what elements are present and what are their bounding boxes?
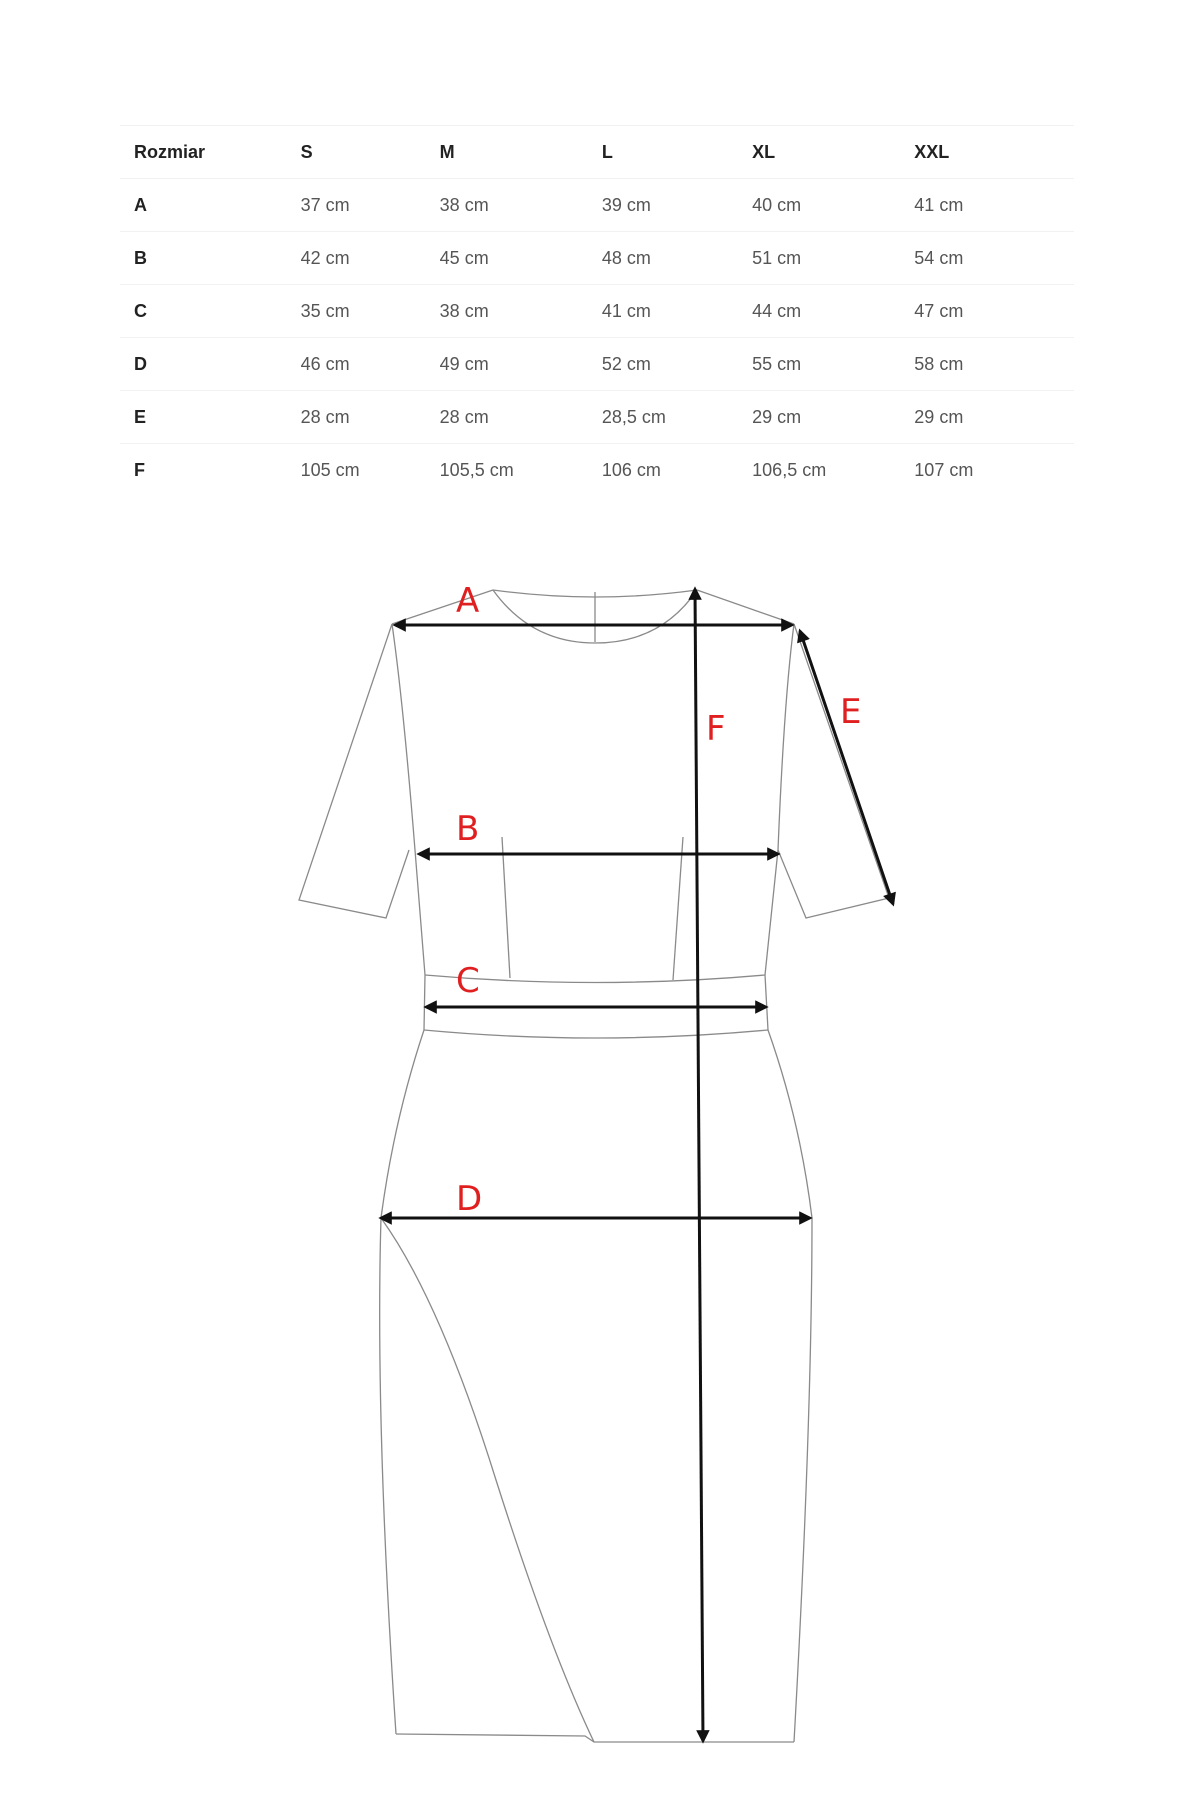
label-a: A — [456, 581, 480, 621]
table-cell: 48 cm — [588, 232, 738, 285]
table-cell: 37 cm — [287, 179, 426, 232]
right-dart — [673, 837, 683, 980]
row-label: C — [120, 285, 287, 338]
table-cell: 46 cm — [287, 338, 426, 391]
left-dart — [502, 837, 510, 978]
table-cell: 105 cm — [287, 444, 426, 497]
measure-f-arrow — [695, 589, 703, 1741]
table-cell: 42 cm — [287, 232, 426, 285]
header-size-m: M — [426, 126, 588, 179]
table-cell: 105,5 cm — [426, 444, 588, 497]
right-sleeve — [778, 624, 889, 918]
measurement-lines — [381, 589, 893, 1741]
left-bodice-side — [392, 624, 425, 975]
table-cell: 29 cm — [900, 391, 1074, 444]
waistband-bottom — [424, 1030, 768, 1038]
table-cell: 58 cm — [900, 338, 1074, 391]
table-cell: 28 cm — [287, 391, 426, 444]
label-d: D — [456, 1179, 483, 1219]
table-cell: 41 cm — [588, 285, 738, 338]
table-cell: 47 cm — [900, 285, 1074, 338]
header-size-s: S — [287, 126, 426, 179]
header-rozmiar: Rozmiar — [120, 126, 287, 179]
skirt-right-side — [768, 1030, 812, 1742]
table-cell: 54 cm — [900, 232, 1074, 285]
table-cell: 39 cm — [588, 179, 738, 232]
header-size-xl: XL — [738, 126, 900, 179]
table-cell: 106 cm — [588, 444, 738, 497]
table-cell: 29 cm — [738, 391, 900, 444]
table-cell: 107 cm — [900, 444, 1074, 497]
waistband-left — [424, 975, 425, 1030]
right-shoulder — [697, 590, 794, 624]
left-sleeve — [299, 624, 409, 918]
table-cell: 44 cm — [738, 285, 900, 338]
right-bodice-side — [765, 624, 794, 975]
row-label: F — [120, 444, 287, 497]
waistband-right — [765, 975, 768, 1030]
table-cell: 49 cm — [426, 338, 588, 391]
header-size-l: L — [588, 126, 738, 179]
table-cell: 52 cm — [588, 338, 738, 391]
label-c: C — [456, 961, 480, 1001]
header-size-xxl: XXL — [900, 126, 1074, 179]
label-b: B — [456, 809, 480, 849]
table-cell: 38 cm — [426, 285, 588, 338]
measure-e-arrow — [800, 631, 893, 904]
label-f: F — [706, 709, 726, 749]
row-label: D — [120, 338, 287, 391]
measurement-labels — [456, 581, 861, 1219]
row-label: A — [120, 179, 287, 232]
table-cell: 28 cm — [426, 391, 588, 444]
table-cell: 28,5 cm — [588, 391, 738, 444]
row-label: E — [120, 391, 287, 444]
table-cell: 40 cm — [738, 179, 900, 232]
row-label: B — [120, 232, 287, 285]
table-cell: 55 cm — [738, 338, 900, 391]
skirt-hem — [396, 1734, 794, 1742]
table-cell: 35 cm — [287, 285, 426, 338]
skirt-wrap-panel — [381, 1218, 594, 1742]
table-cell: 45 cm — [426, 232, 588, 285]
table-cell: 38 cm — [426, 179, 588, 232]
skirt-left-side — [380, 1030, 424, 1734]
table-cell: 106,5 cm — [738, 444, 900, 497]
dress-outline — [299, 590, 889, 1742]
label-e: E — [840, 692, 862, 732]
table-cell: 51 cm — [738, 232, 900, 285]
table-cell: 41 cm — [900, 179, 1074, 232]
